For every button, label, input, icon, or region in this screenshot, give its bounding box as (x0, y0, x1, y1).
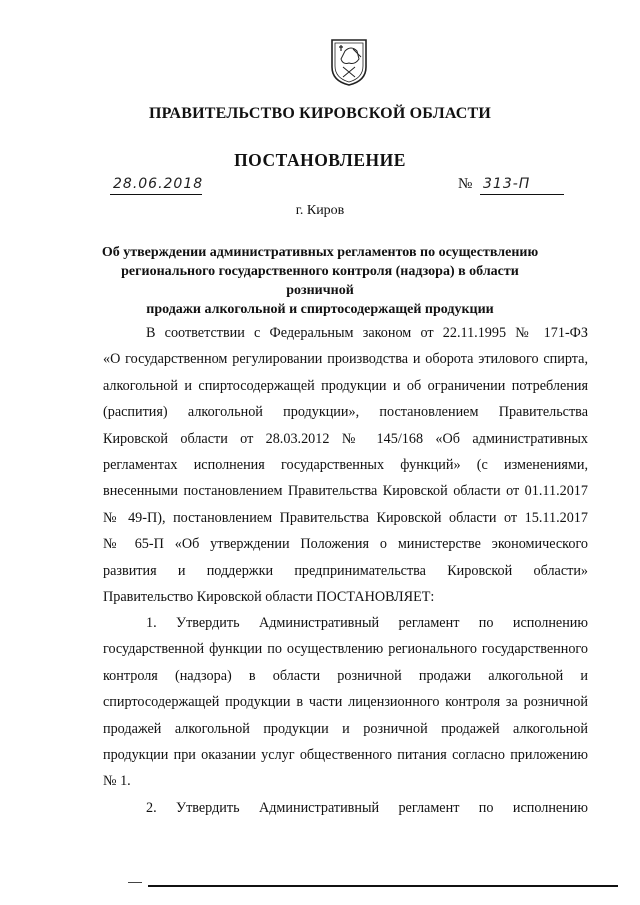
document-date: 28.06.2018 (113, 176, 204, 192)
date-underline (110, 194, 202, 195)
preamble-line: Правительство Кировской области ПОСТАНОВЛЯЕТ: (103, 588, 435, 605)
preamble-line: № 65-П «Об утверждении Положения о министерстве экономического (103, 536, 588, 553)
item-1-line: государственной функции по осуществлению регионального государственного (103, 641, 588, 658)
item-1-line: № 1. (103, 773, 131, 790)
preamble-line: «О государственном регулировании производства и оборота этилового спирта, (103, 351, 588, 368)
preamble-line: № 49-П), постановлением Правительства Кировской области от 15.11.2017 (103, 509, 588, 526)
preamble-line: развития и поддержки предпринимательства Кировской области» (103, 562, 588, 579)
item-1-line: спиртосодержащей продукции в части лицензионного контроля за розничной (103, 694, 588, 711)
number-underline (480, 194, 564, 195)
item-2 (103, 795, 588, 821)
item-1 (103, 610, 588, 795)
city: г. Киров (295, 203, 345, 218)
kirov-coat-of-arms-icon (329, 37, 369, 87)
subject-line: продажи алкогольной и спиртосодержащей продукции (146, 302, 494, 317)
item-2-line: 2. Утвердить Административный регламент по исполнению (146, 800, 588, 816)
subject-line: регионального государственного контроля (надзора) в области розничной (121, 264, 519, 298)
document-subject (100, 243, 540, 319)
preamble-line: (распития) алкогольной продукции», постановлением Правительства (103, 404, 588, 421)
item-1-line: 1. Утвердить Административный регламент по исполнению (146, 615, 588, 631)
subject-line: Об утверждении административных регламентов по осуществлению (101, 245, 539, 260)
item-1-line: контроля (надзора) в области розничной продажи алкогольной и (103, 667, 588, 684)
footer-rule (148, 885, 618, 887)
preamble-line: внесенными постановлением Правительства Кировской области от 01.11.2017 (103, 483, 588, 500)
item-1-line: продажей алкогольной продукции и розничной продажей алкогольной (103, 720, 588, 737)
preamble-line: алкогольной и спиртосодержащей продукции и об ограничении потребления (103, 377, 588, 394)
footer-mark (128, 882, 142, 883)
preamble-line: Кировской области от 28.03.2012 № 145/168 «Об административных (103, 430, 588, 447)
number-sign: № (458, 176, 473, 192)
document-number: 313-П (483, 176, 531, 192)
preamble-line: регламентах исполнения государственных функций» (с изменениями, (103, 456, 588, 473)
preamble-line: В соответствии с Федеральным законом от 22.11.1995 № 171-ФЗ (146, 325, 588, 341)
preamble (103, 320, 588, 610)
document-title: ПОСТАНОВЛЕНИЕ (234, 150, 406, 170)
item-1-line: продукции при оказании услуг общественного питания согласно приложению (103, 746, 588, 763)
government-name: ПРАВИТЕЛЬСТВО КИРОВСКОЙ ОБЛАСТИ (148, 105, 492, 122)
